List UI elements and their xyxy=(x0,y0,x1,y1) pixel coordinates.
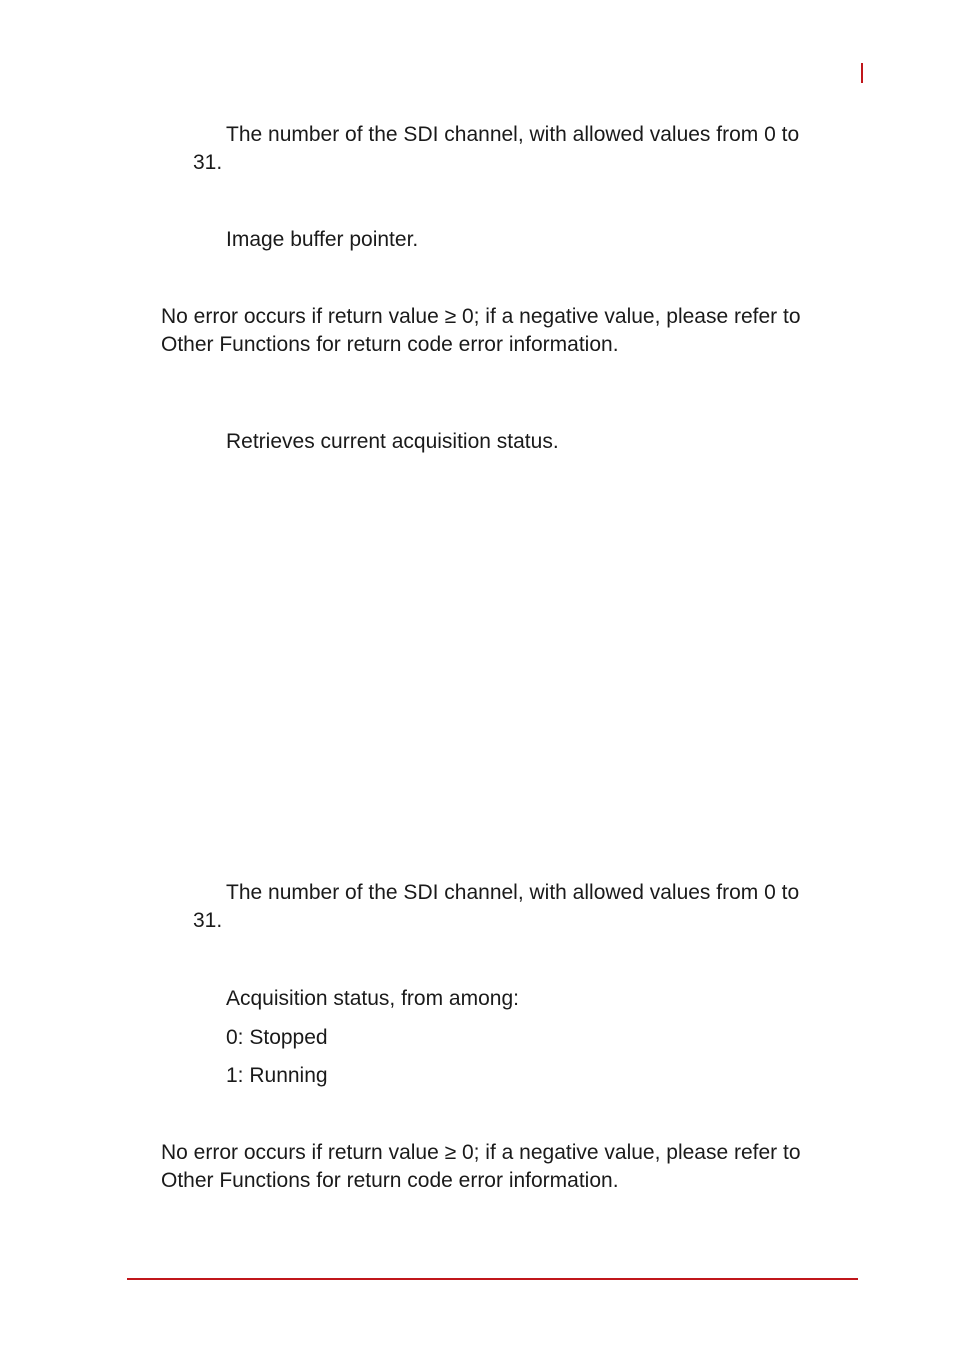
channel-parameter-description-2: The number of the SDI channel, with allowed values from 0 to 31. xyxy=(193,881,805,932)
footer-divider xyxy=(127,1278,858,1280)
channel-parameter-description: The number of the SDI channel, with allowed values from 0 to 31. xyxy=(193,123,805,174)
function-description: Retrieves current acquisition status. xyxy=(226,430,559,453)
page-marker-bar xyxy=(861,63,863,83)
buffer-parameter-description: Image buffer pointer. xyxy=(226,228,419,251)
status-option-stopped: 0: Stopped xyxy=(226,1026,328,1049)
status-option-running: 1: Running xyxy=(226,1064,328,1087)
return-value-description-2: No error occurs if return value ≥ 0; if a negative value, please refer to Other Functions for return code error information. xyxy=(161,1141,807,1192)
status-parameter-description: Acquisition status, from among: xyxy=(226,987,519,1010)
return-value-description: No error occurs if return value ≥ 0; if a negative value, please refer to Other Functions for return code error information. xyxy=(161,305,807,356)
